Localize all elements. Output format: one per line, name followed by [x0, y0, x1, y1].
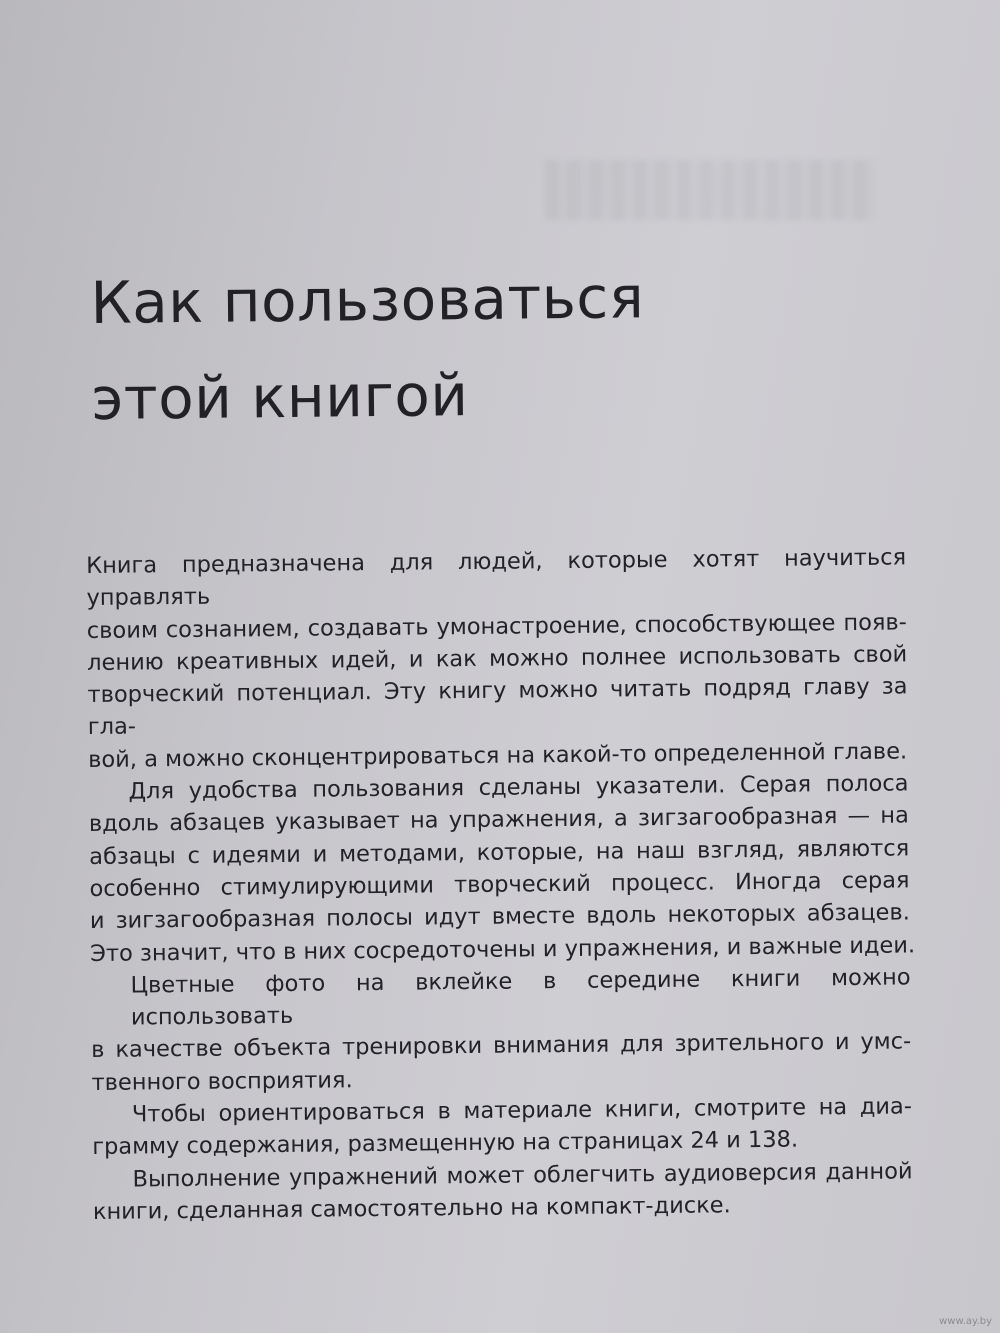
paragraph-3 — [90, 961, 911, 1099]
paragraph-1 — [86, 541, 908, 776]
text-line: в качестве объекта тренировки внимания для зрительного и умс- — [91, 1028, 912, 1064]
page-title-line-1: Как пользоваться — [90, 263, 645, 337]
text-line: твенного восприятия. — [91, 1066, 353, 1096]
text-line: Цветные фото на вклейке в середине книги можно использовать — [130, 964, 911, 1031]
text-line: и зигзагообразная полосы идут вместе вдоль некоторых абзацев. — [89, 899, 910, 935]
paragraph-2 — [88, 767, 916, 969]
text-line: Это значит, что в них сосредоточены и упражнения, и важные идеи. — [90, 931, 916, 967]
page-title — [90, 249, 646, 447]
text-line: вдоль абзацев указывает на упражнения, а зигзагообразная — на — [88, 802, 909, 838]
page-title-line-2: этой книгой — [91, 361, 469, 433]
text-line: своим сознанием, создавать умонастроение, способствующее появ- — [86, 609, 907, 644]
text-line: Для удобства пользования сделаны указатели. Серая полоса — [128, 770, 909, 805]
show-through-text — [545, 160, 875, 220]
text-line: грамму содержания, размещенную на страницах 24 и 138. — [92, 1126, 799, 1161]
text-line: Чтобы ориентироваться в материале книги, смотрите на диа- — [131, 1093, 913, 1128]
text-line: Выполнение упражнений может облегчить аудиоверсия данной — [132, 1158, 913, 1193]
body-text — [86, 541, 916, 1228]
text-line: лению креативных идей, и как можно полнее использовать свой — [87, 641, 908, 676]
text-line: книги, сделанная самостоятельно на компакт-диске. — [92, 1192, 731, 1225]
text-line: особенно стимулирующими творческий процесс. Иногда серая — [89, 867, 910, 902]
paragraph-5 — [92, 1155, 913, 1228]
site-watermark: www.ay.by — [939, 1316, 992, 1327]
text-line: творческий потенциал. Эту книгу можно читать подряд главу за гла- — [87, 673, 908, 741]
paragraph-4 — [92, 1090, 913, 1163]
text-line: абзацы с идеями и методами, которые, на наш взгляд, являются — [89, 835, 910, 870]
text-line: Книга предназначена для людей, которые хотят научиться управлять — [86, 544, 907, 612]
text-line: вой, а можно сконцентрироваться на какой-то определенной главе. — [88, 738, 908, 773]
